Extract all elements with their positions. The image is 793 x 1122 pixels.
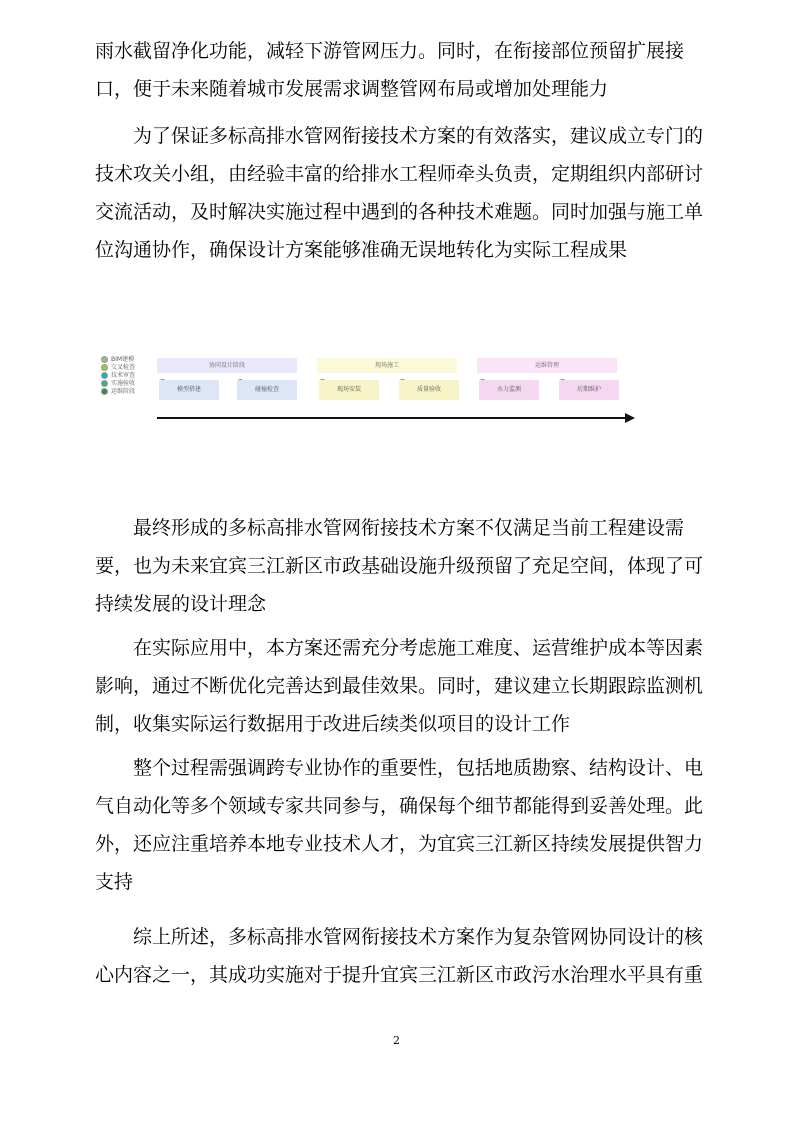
- legend-label: 交叉检查: [111, 364, 136, 371]
- text-line: 技术攻关小组，由经验丰富的给排水工程师牵头负责，定期组织内部研讨: [95, 163, 704, 185]
- text-line: 要，也为未来宜宾三江新区市政基础设施升级预留了充足空间，体现了可: [95, 555, 704, 577]
- task-box: 模型搭建: [159, 380, 219, 400]
- text-line: 心内容之一，其成功实施对于提升宜宾三江新区市政污水治理水平具有重: [95, 964, 704, 986]
- timeline-figure: [95, 350, 645, 430]
- timeline-axis: [157, 417, 627, 419]
- text-line: 最终形成的多标高排水管网衔接技术方案不仅满足当前工程建设需: [133, 517, 685, 539]
- legend-dot-icon: [101, 372, 108, 379]
- paragraph-6: [95, 918, 705, 994]
- legend-item: [101, 372, 135, 379]
- text-line: 持续发展的设计理念: [95, 593, 267, 615]
- text-line: 气自动化等多个领域专家共同参与，确保每个细节都能得到妥善处理。此: [95, 795, 704, 817]
- text-line: 影响，通过不断优化完善达到最佳效果。同时，建议建立长期跟踪监测机: [95, 675, 704, 697]
- text-line: 制，收集实际运行数据用于改进后续类似项目的设计工作: [95, 713, 571, 735]
- paragraph-5: [95, 749, 705, 901]
- arrow-right-icon: [625, 413, 635, 423]
- legend-label: 技术审查: [111, 372, 136, 379]
- paragraph-4: [95, 629, 705, 743]
- legend-dot-icon: [101, 364, 108, 371]
- legend-dot-icon: [101, 388, 108, 395]
- legend-item: [101, 356, 134, 363]
- page-number: 2: [393, 1034, 400, 1047]
- task-box: 现场安装: [319, 380, 379, 400]
- legend-item: [101, 380, 135, 387]
- paragraph-1: [95, 32, 705, 108]
- legend-label: 运维阶段: [111, 388, 136, 395]
- text-line: 口，便于未来随着城市发展需求调整管网布局或增加处理能力: [95, 78, 609, 100]
- phase-box: 现场施工: [317, 358, 457, 373]
- text-line: 整个过程需强调跨专业协作的重要性，包括地质勘察、结构设计、电: [133, 757, 704, 779]
- task-box: 质量验收: [399, 380, 459, 400]
- text-line: 外，还应注重培养本地专业技术人才，为宜宾三江新区持续发展提供智力: [95, 833, 704, 855]
- text-line: 交流活动，及时解决实施过程中遇到的各种技术难题。同时加强与施工单: [95, 201, 704, 223]
- legend-item: [101, 364, 135, 371]
- paragraph-3: [95, 509, 705, 623]
- legend-item: [101, 388, 135, 395]
- paragraph-2: [95, 117, 705, 269]
- text-line: 综上所述，多标高排水管网衔接技术方案作为复杂管网协同设计的核: [133, 926, 704, 948]
- text-line: 雨水截留净化功能，减轻下游管网压力。同时，在衔接部位预留扩展接: [95, 40, 685, 62]
- text-line: 位沟通协作，确保设计方案能够准确无误地转化为实际工程成果: [95, 239, 628, 261]
- task-box: 碰撞检查: [237, 380, 297, 400]
- phase-box: 协同设计阶段: [157, 358, 297, 373]
- task-box: 水力监测: [479, 380, 539, 400]
- legend-label: 实施验收: [111, 380, 136, 387]
- text-line: 在实际应用中，本方案还需充分考虑施工难度、运营维护成本等因素: [133, 637, 704, 659]
- phase-box: 运维管理: [477, 358, 617, 373]
- text-line: 为了保证多标高排水管网衔接技术方案的有效落实，建议成立专门的: [133, 125, 704, 147]
- legend-dot-icon: [101, 380, 108, 387]
- legend-label: BIM建模: [111, 356, 135, 363]
- legend-dot-icon: [101, 356, 108, 363]
- text-line: 支持: [95, 871, 134, 893]
- task-box: 后期维护: [559, 380, 619, 400]
